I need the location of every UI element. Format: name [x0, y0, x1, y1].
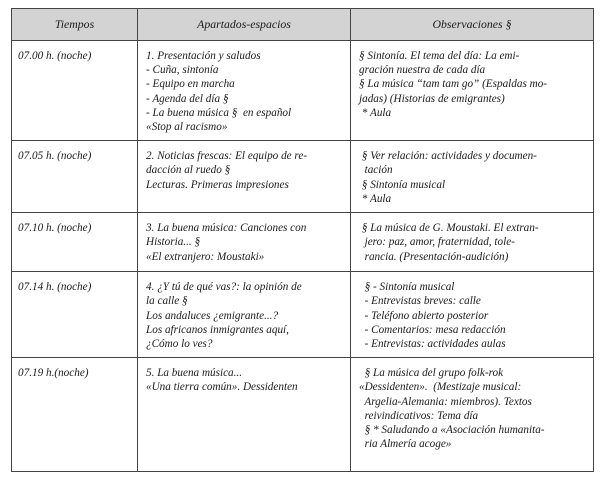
header-observaciones: Observaciones §	[351, 9, 594, 41]
time-cell: 07.10 h. (noche)	[12, 213, 138, 272]
apartados-cell	[138, 41, 351, 141]
time-cell: 07.00 h. (noche)	[12, 41, 138, 141]
cell-line: tación	[359, 164, 393, 177]
cell-line: - Entrevistas: actividades aulas	[359, 338, 506, 351]
cell-line: - Comentarios: mesa redacción	[359, 323, 506, 336]
cell-line: * Aula	[359, 106, 392, 119]
cell-line: - Equipo en marcha	[146, 78, 235, 91]
time-cell: 07.19 h.(noche)	[12, 358, 138, 472]
cell-line: «El extranjero: Moustaki»	[146, 250, 265, 263]
cell-line: § La música “tam tam go” (Espaldas mo-	[359, 78, 548, 91]
cell-line: § - Sintonía musical	[359, 281, 455, 294]
cell-line: 2. Noticias frescas: El equipo de re-	[146, 150, 308, 163]
cell-line: jadas) (Historias de emigrantes)	[359, 92, 505, 105]
time-cell: 07.14 h. (noche)	[12, 272, 138, 358]
cell-line: 5. La buena música...	[146, 367, 243, 380]
apartados-cell	[138, 141, 351, 213]
cell-line: Los africanos inmigrantes aquí,	[146, 323, 289, 336]
table-row	[12, 41, 594, 141]
observaciones-cell	[351, 272, 594, 358]
cell-line: § Sintonía musical	[359, 178, 446, 191]
cell-line: 3. La buena música: Canciones con	[146, 222, 307, 235]
cell-line: Lecturas. Primeras impresiones	[146, 178, 289, 191]
cell-line: - Agenda del día §	[146, 92, 229, 105]
cell-line: «Stop al racismo»	[146, 121, 228, 134]
cell-line: - Teléfono abierto posterior	[359, 309, 489, 322]
observaciones-cell	[351, 141, 594, 213]
cell-line: reivindicativos: Tema día	[359, 409, 479, 422]
cell-line: ria Almería acoge»	[359, 438, 452, 451]
observaciones-cell	[351, 213, 594, 272]
cell-line: Los andaluces ¿emigrante...?	[146, 309, 279, 322]
cell-line: jero: paz, amor, fraternidad, tole-	[359, 236, 515, 249]
cell-line: dacción al ruedo §	[146, 164, 231, 177]
apartados-cell	[138, 358, 351, 472]
cell-line: * Aula	[359, 192, 392, 205]
cell-line: «Una tierra común». Dessidenten	[146, 381, 298, 394]
cell-line: gración nuestra de cada día	[359, 64, 486, 77]
cell-line: § Sintonía. El tema del día: La emi-	[359, 50, 520, 62]
table-row	[12, 141, 594, 213]
table-row	[12, 272, 594, 358]
table-row	[12, 213, 594, 272]
cell-line: Argelia-Alemania: miembros). Textos	[359, 395, 532, 408]
header-tiempos: Tiempos	[12, 9, 138, 41]
cell-line: 4. ¿Y tú de qué vas?: la opinión de	[146, 281, 302, 294]
schedule-table	[11, 8, 594, 472]
cell-line: ¿Cómo lo ves?	[146, 338, 213, 351]
cell-line: «Dessidenten». (Mestizaje musical:	[359, 381, 522, 394]
cell-line: 1. Presentación y saludos	[146, 50, 261, 62]
cell-line: § La música de G. Moustaki. El extran-	[359, 222, 539, 235]
table-row	[12, 358, 594, 472]
time-cell: 07.05 h. (noche)	[12, 141, 138, 213]
cell-line: § Ver relación: actividades y documen-	[359, 150, 537, 163]
cell-line: - La buena música § en español	[146, 106, 292, 119]
observaciones-cell	[351, 358, 594, 472]
cell-line: § La música del grupo folk-rok	[359, 367, 504, 380]
cell-line: Historia... §	[146, 236, 201, 249]
header-row	[12, 9, 594, 41]
header-apartados: Apartados-espacios	[138, 9, 351, 41]
cell-line: - Cuña, sintonía	[146, 64, 219, 77]
observaciones-cell	[351, 41, 594, 141]
apartados-cell	[138, 213, 351, 272]
apartados-cell	[138, 272, 351, 358]
cell-line: rancia. (Presentación-audición)	[359, 250, 509, 263]
cell-line: § * Saludando a «Asociación humanita-	[359, 424, 545, 437]
cell-line: - Entrevistas breves: calle	[359, 295, 481, 308]
cell-line: la calle §	[146, 295, 188, 308]
